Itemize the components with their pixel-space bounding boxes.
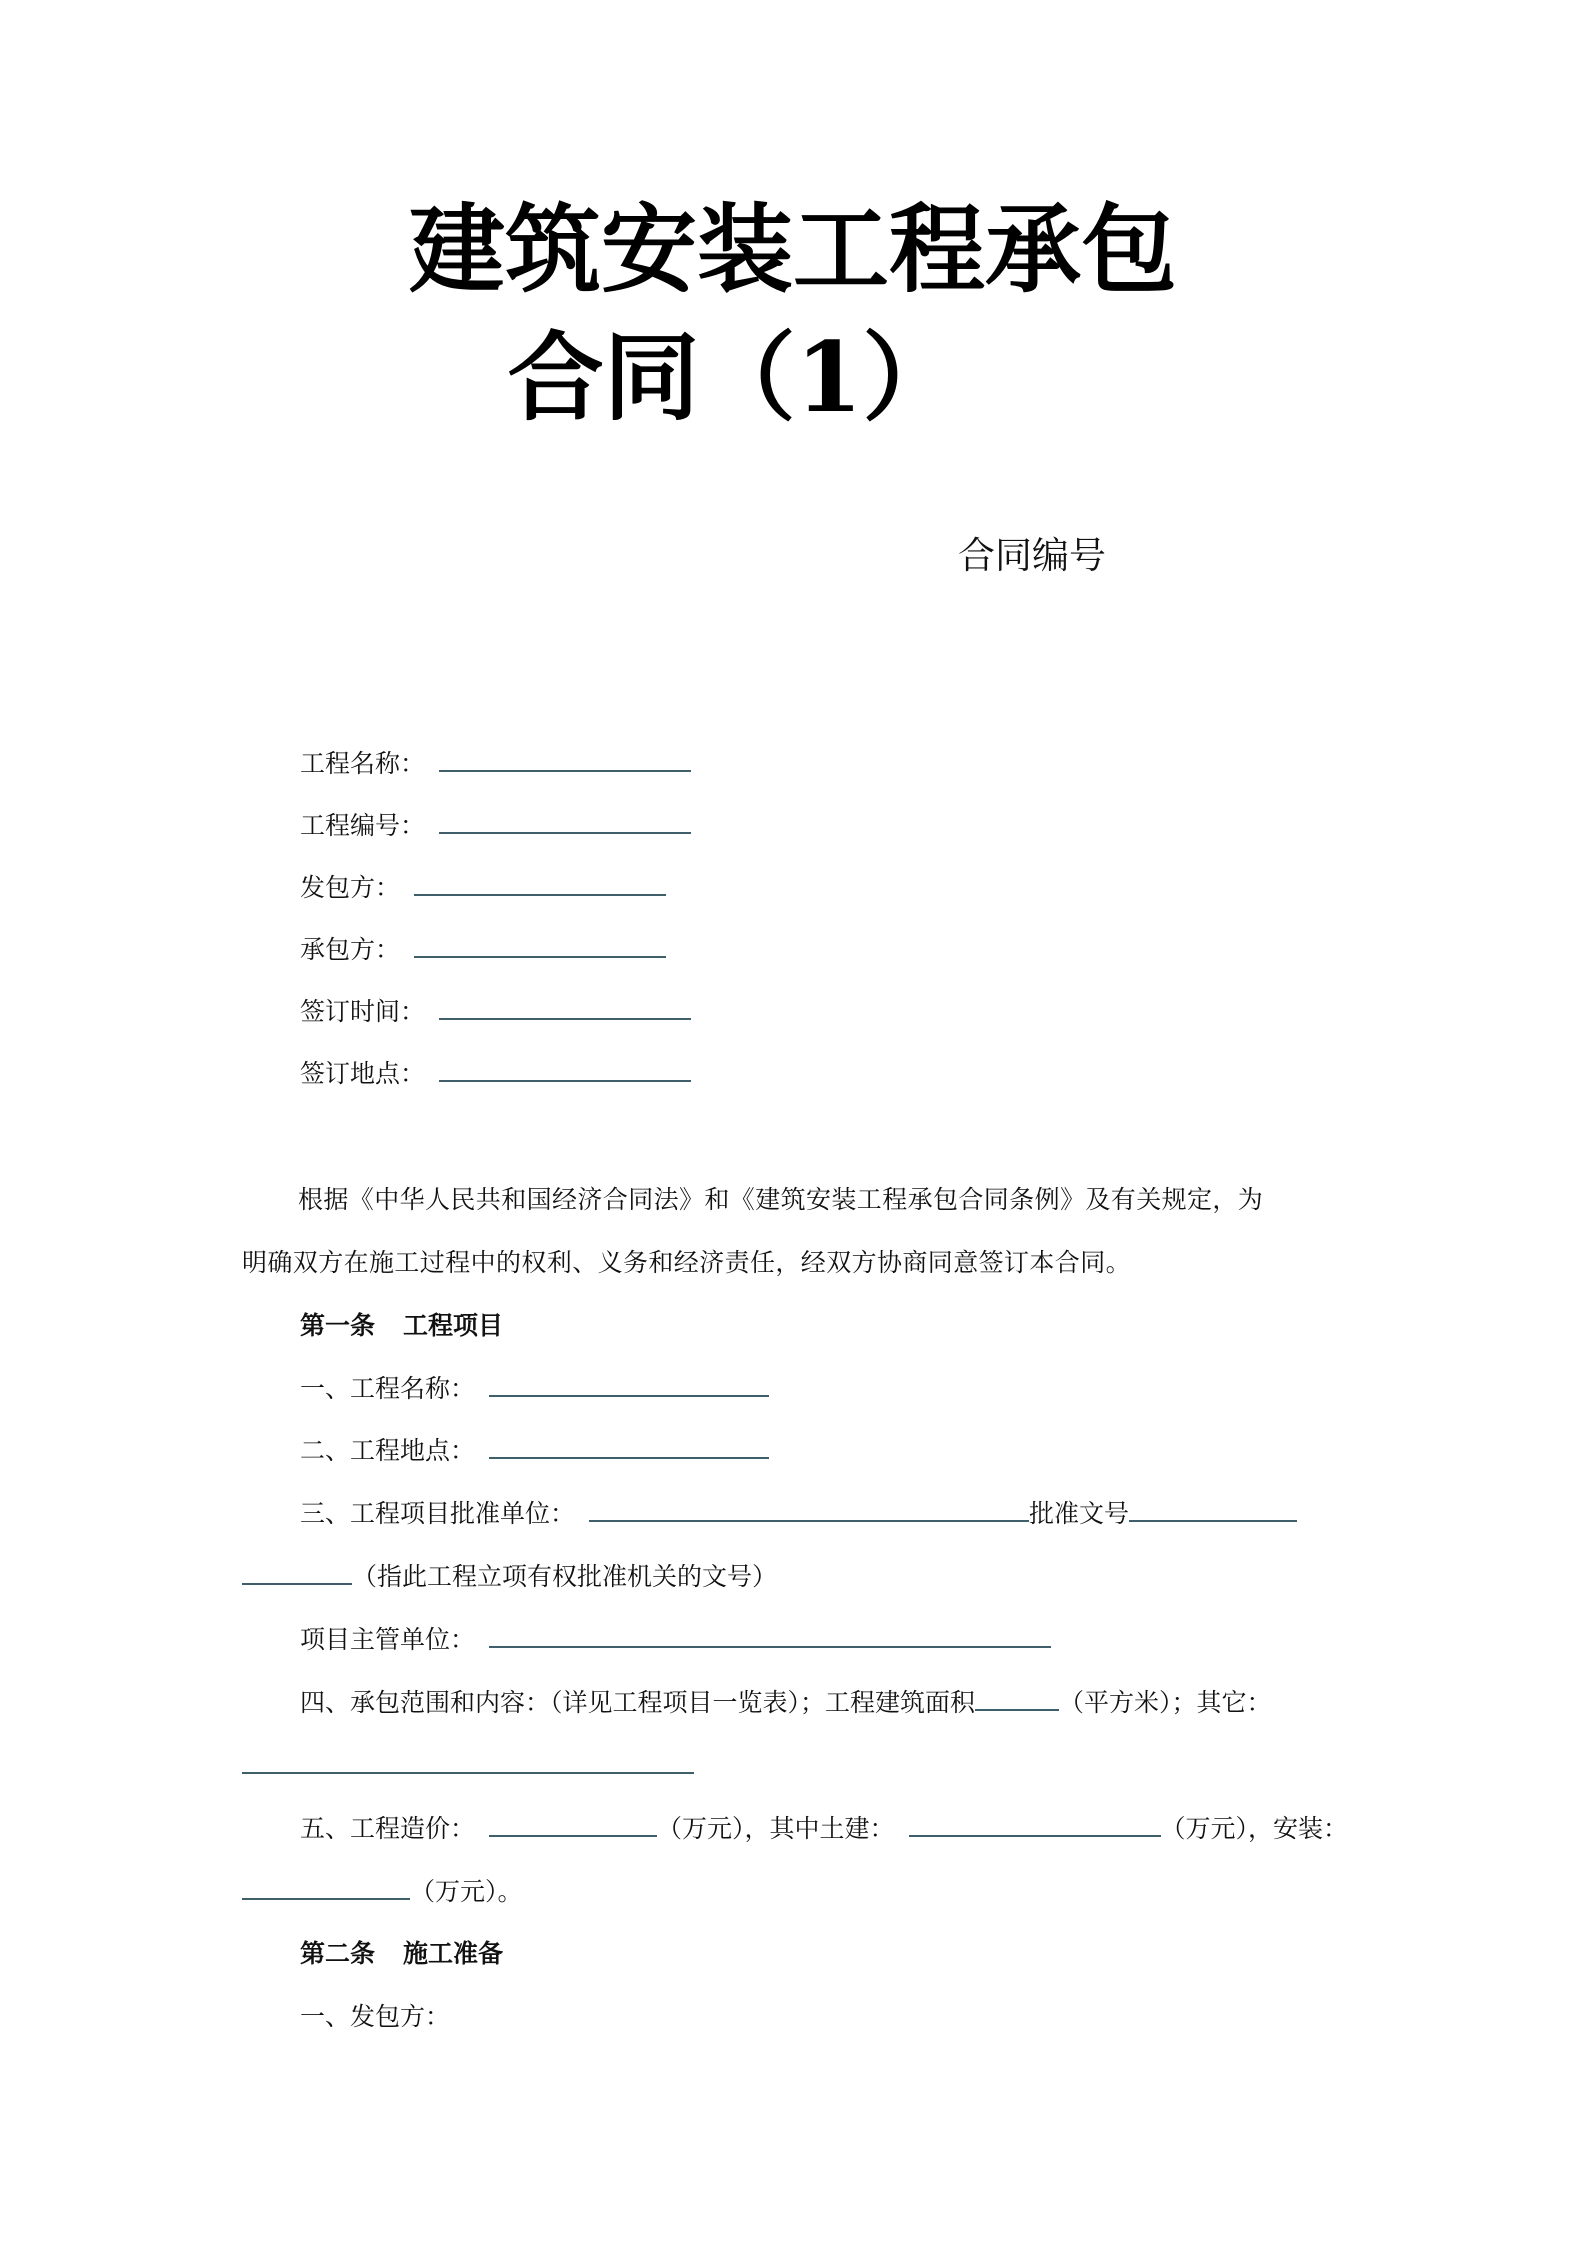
- article-title: 施工准备: [403, 1939, 504, 1968]
- field-label: 工程名称：: [300, 749, 426, 778]
- article1-item5-continued: [242, 1878, 523, 1904]
- article1-item5: [300, 1815, 1348, 1841]
- approval-no-blank[interactable]: [1129, 1500, 1297, 1522]
- supervisor-unit-blank[interactable]: [489, 1626, 1051, 1648]
- field-label: 发包方：: [300, 873, 401, 902]
- cost-unit-install: （万元），安装：: [1160, 1814, 1349, 1843]
- signing-date-blank[interactable]: [439, 998, 691, 1020]
- cost-unit-end: （万元）。: [410, 1877, 523, 1906]
- article1-item4: [300, 1689, 1272, 1715]
- item-label: 项目主管单位：: [300, 1625, 476, 1654]
- field-label: 签订地点：: [300, 1059, 426, 1088]
- article2-item1: [300, 2004, 450, 2029]
- signing-place-blank[interactable]: [439, 1060, 691, 1082]
- document-title-line2: 合同（1）: [507, 321, 959, 434]
- contractor-blank[interactable]: [414, 936, 666, 958]
- approval-no-blank-continued[interactable]: [242, 1563, 352, 1585]
- civil-cost-blank[interactable]: [909, 1815, 1161, 1837]
- item-label: 五、工程造价：: [300, 1814, 476, 1843]
- area-unit: （平方米）；其它：: [1059, 1688, 1272, 1717]
- employer-blank[interactable]: [414, 874, 666, 896]
- article2-heading: [300, 1941, 503, 1966]
- cover-field-contractor: [300, 936, 666, 962]
- document-title-line1: 建筑安装工程承包: [409, 193, 1177, 306]
- item-label: 二、工程地点：: [300, 1436, 476, 1465]
- field-label: 工程编号：: [300, 811, 426, 840]
- other-scope-blank[interactable]: [242, 1752, 694, 1774]
- project-location-blank[interactable]: [489, 1437, 769, 1459]
- article-number: 第二条: [300, 1939, 376, 1968]
- cost-unit-civil: （万元），其中土建：: [657, 1814, 895, 1843]
- article1-item1: [300, 1375, 769, 1401]
- cover-field-project-number: [300, 812, 691, 838]
- preamble-line1: 根据《中华人民共和国经济合同法》和《建筑安装工程承包合同条例》及有关规定，为: [298, 1185, 1264, 1214]
- field-label: 签订时间：: [300, 997, 426, 1026]
- article1-heading: [300, 1313, 503, 1338]
- item-label: 一、工程名称：: [300, 1374, 476, 1403]
- project-name-blank[interactable]: [439, 750, 691, 772]
- project-number-blank[interactable]: [439, 812, 691, 834]
- approval-note: （指此工程立项有权批准机关的文号）: [352, 1562, 778, 1591]
- cover-field-project-name: [300, 750, 691, 776]
- item-label: 一、发包方：: [300, 2002, 451, 2031]
- article1-item3-note: [242, 1563, 777, 1589]
- article1-item4-other: [242, 1752, 694, 1778]
- article1-item2: [300, 1437, 769, 1463]
- preamble-line2: 明确双方在施工过程中的权利、义务和经济责任，经双方协商同意签订本合同。: [242, 1248, 1132, 1277]
- building-area-blank[interactable]: [975, 1689, 1059, 1711]
- total-cost-blank[interactable]: [489, 1815, 657, 1837]
- approval-no-label: 批准文号: [1029, 1499, 1130, 1528]
- approval-unit-blank[interactable]: [589, 1500, 1029, 1522]
- cover-field-signing-date: [300, 998, 691, 1024]
- article1-supervisor: [300, 1626, 1051, 1652]
- cover-field-employer: [300, 874, 666, 900]
- contract-number-label: 合同编号: [958, 534, 1106, 577]
- field-label: 承包方：: [300, 935, 401, 964]
- cover-field-signing-place: [300, 1060, 691, 1086]
- item-label: 四、承包范围和内容：（详见工程项目一览表）；工程建筑面积: [300, 1688, 976, 1717]
- article-title: 工程项目: [403, 1311, 504, 1340]
- article-number: 第一条: [300, 1311, 376, 1340]
- install-cost-blank[interactable]: [242, 1878, 410, 1900]
- article1-item3: [300, 1500, 1297, 1526]
- item-label: 三、工程项目批准单位：: [300, 1499, 576, 1528]
- article1-project-name-blank[interactable]: [489, 1375, 769, 1397]
